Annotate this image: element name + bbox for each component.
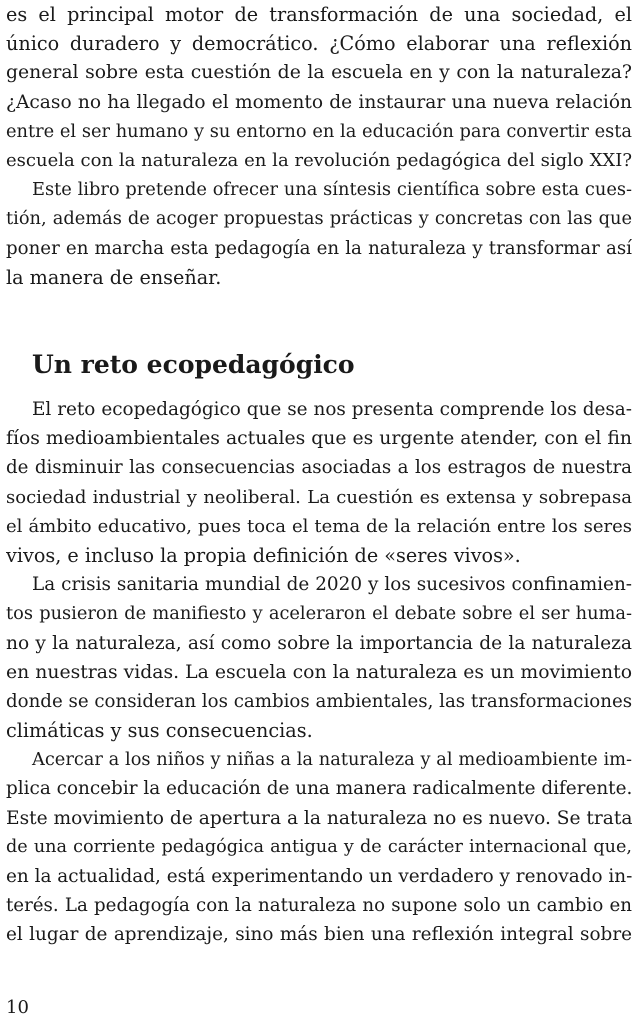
text-line: El reto ecopedagógico que se nos presenta comprende los desa- — [32, 399, 632, 420]
text-line: de una corriente pedagógica antigua y de carácter internacional que, — [6, 836, 632, 857]
text-line: terés. La pedagogía con la naturaleza no supone solo un cambio en — [6, 895, 632, 917]
section-body — [6, 395, 632, 950]
text-line: sociedad industrial y neoliberal. La cuestión es extensa y sobrepasa — [6, 486, 632, 508]
text-line: Este movimiento de apertura a la naturaleza no es nuevo. Se trata — [6, 807, 632, 829]
section-heading: Un reto ecopedagógico — [32, 350, 355, 379]
text-line: único duradero y democrático. ¿Cómo elaborar una reflexión — [6, 32, 632, 56]
text-line: entre el ser humano y su entorno en la educación para convertir esta — [6, 120, 632, 142]
intro-paragraph — [6, 0, 632, 292]
text-line: ¿Acaso no ha llegado el momento de instaurar una nueva relación — [6, 91, 632, 113]
text-line: el ámbito educativo, pues toca el tema de la relación entre los seres — [6, 515, 632, 537]
text-line: en nuestras vidas. La escuela con la naturaleza es un movimiento — [6, 661, 632, 683]
text-line: climáticas y sus consecuencias. — [6, 719, 313, 743]
text-line: plica concebir la educación de una manera radicalmente diferente. — [6, 778, 632, 800]
text-line: fíos medioambientales actuales que es urgente atender, con el fin — [6, 428, 632, 450]
text-line: no y la naturaleza, así como sobre la importancia de la naturaleza — [6, 632, 632, 654]
text-line: vivos, e incluso la propia definición de «seres vivos». — [6, 543, 521, 567]
text-line: La crisis sanitaria mundial de 2020 y los sucesivos confinamien- — [32, 574, 632, 596]
text-line: poner en marcha esta pedagogía en la naturaleza y transformar así — [6, 237, 632, 259]
text-line: Acercar a los niños y niñas a la naturaleza y al medioambiente im- — [32, 749, 632, 771]
text-line: es el principal motor de transformación de una sociedad, el — [6, 3, 632, 26]
text-line: tión, además de acoger propuestas prácticas y concretas con las que — [6, 208, 632, 230]
text-line: la manera de enseñar. — [6, 265, 222, 289]
text-line: tos pusieron de manifiesto y aceleraron el debate sobre el ser huma- — [6, 603, 632, 625]
text-line: el lugar de aprendizaje, sino más bien una reflexión integral sobre — [6, 924, 632, 946]
text-line: escuela con la naturaleza en la revolución pedagógica del siglo XXI? — [6, 149, 632, 171]
page-number: 10 — [6, 997, 29, 1018]
text-line: en la actualidad, está experimentando un verdadero y renovado in- — [6, 866, 632, 887]
text-line: donde se consideran los cambios ambientales, las transformaciones — [6, 690, 632, 712]
text-line: general sobre esta cuestión de la escuela en y con la naturaleza? — [6, 62, 632, 84]
text-line: de disminuir las consecuencias asociadas a los estragos de nuestra — [6, 457, 632, 479]
text-line: Este libro pretende ofrecer una síntesis científica sobre esta cues- — [32, 179, 632, 201]
